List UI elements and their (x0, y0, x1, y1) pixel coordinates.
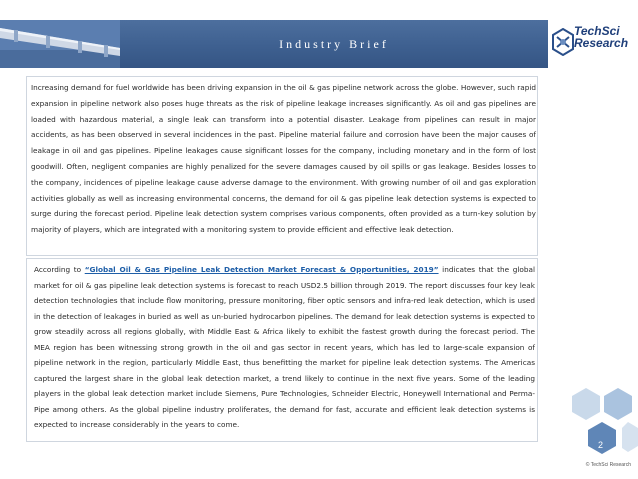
intro-paragraph: Increasing demand for fuel worldwide has been driving expansion in the oil & gas pipeline network across the globe. However, such rapid expansion in pipeline network also poses huge threats as the risk of pipeline leakage increases significantly. As oil and gas pipelines are loaded with hazardous material, a single leak can transform into a potential disaster. Leakage from pipelines can result in major accidents, as has been observed in several incidences in the past. Pipeline material failure and corrosion have been the major causes of leakage in oil and gas pipelines. Pipeline leakages cause significant losses for the company, including monetary and in the form of lost goodwill. Often, negligent companies are highly penalized for the severe damages caused by oil spills or gas leakage. Besides losses to the company, incidences of pipeline leakage cause adverse damage to the environment. With growing number of oil and gas exploration activities globally as well as increasing environmental concerns, the demand for oil & gas pipeline leak detection systems is expected to surge during the forecast period. Pipeline leak detection system comprises various components, often provided as a turn-key solution by majority of players, which are integrated with a monitoring system to provide efficient and effective leak detection. (31, 83, 536, 235)
copyright-text: © TechSci Research (585, 462, 631, 468)
logo-emblem-icon (552, 28, 574, 56)
report-body-text: indicates that the global market for oil & gas pipeline leak detection systems is forecast to reach USD2.5 billion through 2019. The report discusses four key leak detection technologies that include flow monitoring, pressure monitoring, fiber optic sensors and infra-red leak detection, which is used in the detection of leakages in buried as well as un-buried hydrocarbon pipelines. The demand for leak detection systems is expected to grow steadily across all regions globally, with Middle East & Africa likely to exhibit the fastest growth during the forecast period. The MEA region has been witnessing strong growth in the oil and gas sector in recent years, which has led to large-scale expansion of pipeline network in the region, particularly Middle East, thus benefitting the market for pipeline leak detection systems. The Americas captured the largest share in the global leak detection market, a trend likely to continue in the next five years. Some of the leading players in the global leak detection market include Siemens, Pure Technologies, Schneider Electric, Honeywell International and Perma-Pipe among others. As the global pipeline industry proliferates, the demand for fast, accurate and efficient leak detection systems is expected to increase considerably in the years to come. (34, 265, 535, 429)
report-intro-text: According to (34, 265, 85, 274)
logo-line2: Research (574, 36, 629, 50)
techsci-logo (552, 22, 636, 66)
page-title: Industry Brief (279, 37, 389, 51)
report-paragraph (34, 262, 535, 433)
header-banner (0, 20, 548, 68)
report-title-link[interactable]: “Global Oil & Gas Pipeline Leak Detection Market Forecast & Opportunities, 2019” (84, 265, 439, 274)
pipeline-photo (0, 20, 120, 68)
page-number: 2 (598, 440, 604, 450)
pipeline-image-icon (0, 20, 120, 68)
logo-line1: TechSci (574, 24, 620, 38)
logo-text (574, 25, 636, 49)
